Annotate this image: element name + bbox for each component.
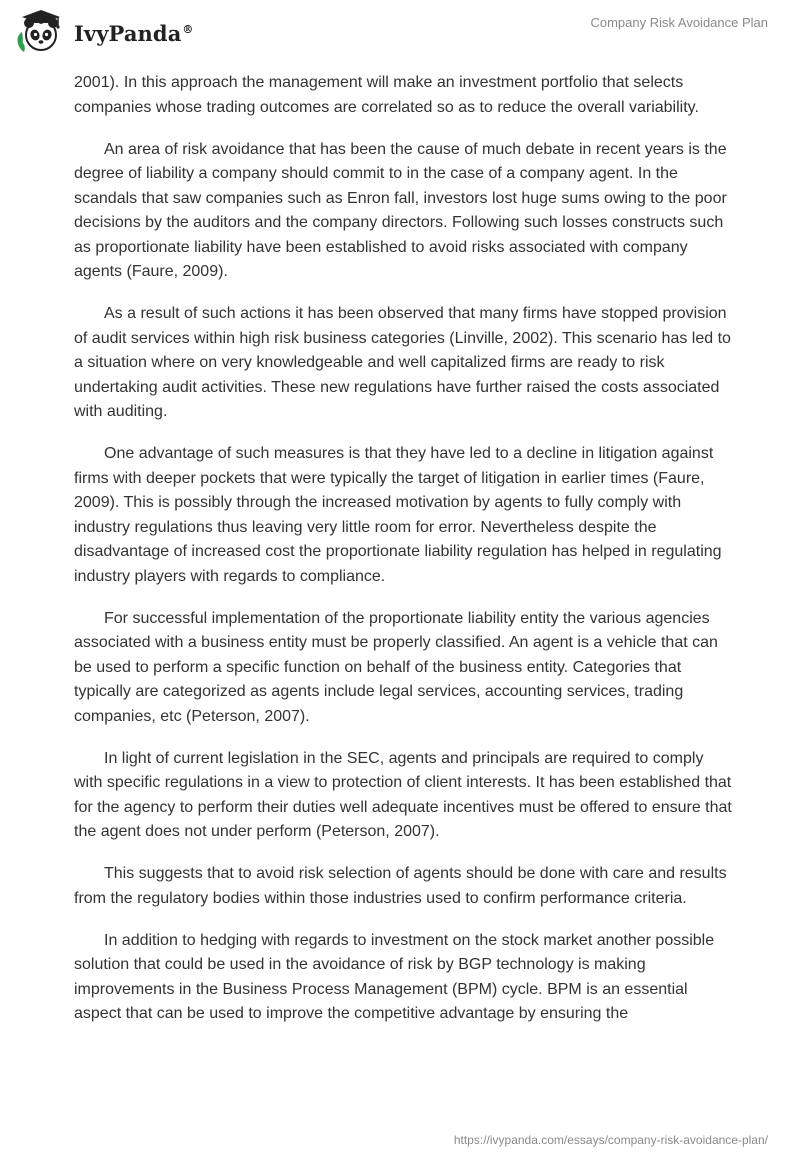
essay-body xyxy=(74,71,734,1044)
paragraph: For successful implementation of the proportionate liability entity the various agencies associated with a business entity must be properly classified. An agent is a vehicle that can be used to perform a specific function on behalf of the business entity. Categories that typically are categorized as agents include legal services, accounting services, trading companies, etc (Peterson, 2007). xyxy=(74,609,718,725)
brand-name: IvyPanda® xyxy=(74,20,194,46)
page-header xyxy=(0,0,800,62)
brand-logo[interactable] xyxy=(14,8,194,56)
paragraph: An area of risk avoidance that has been the cause of much debate in recent years is the degree of liability a company should commit to in the case of a company agent. In the scandals that saw companies such as Enron fall, investors lost huge sums owing to the poor decisions by the auditors and the company directors. Following such losses constructs such as proportionate liability have been established to avoid risks associated with company agents (Faure, 2009). xyxy=(74,140,727,280)
document-title: Company Risk Avoidance Plan xyxy=(590,15,768,30)
paragraph: As a result of such actions it has been observed that many firms have stopped provision of audit services within high risk business categories (Linville, 2002). This scenario has led to a situation where on very knowledgeable and well capitalized firms are ready to risk undertaking audit activities. These new regulations have further raised the costs associated with auditing. xyxy=(74,305,731,420)
paragraph: In addition to hedging with regards to investment on the stock market another possible solution that could be used in the avoidance of risk by BGP technology is making improvements in the Business Process Management (BPM) cycle. BPM is an essential aspect that can be used to improve the competitive advantage by ensuring the xyxy=(74,931,715,1022)
paragraph: 2001). In this approach the management will make an investment portfolio that selects companies whose trading outcomes are correlated so as to reduce the overall variability. xyxy=(74,74,699,116)
source-url-link[interactable]: https://ivypanda.com/essays/company-risk-avoidance-plan/ xyxy=(453,1133,768,1147)
paragraph: One advantage of such measures is that they have led to a decline in litigation against firms with deeper pockets that were typically the target of litigation in earlier times (Faure, 2009). This is possibly through the increased motivation by agents to fully comply with industry regulations thus leaving very little room for error. Nevertheless despite the disadvantage of increased cost the proportionate liability regulation has helped in regulating industry players with regards to compliance. xyxy=(74,445,722,585)
panda-graduate-logo-icon xyxy=(14,8,66,56)
paragraph: In light of current legislation in the SEC, agents and principals are required to comply with specific regulations in a view to protection of client interests. It has been established that for the agency to perform their duties well adequate incentives must be offered to ensure that the agent does not under perform (Peterson, 2007). xyxy=(74,749,732,840)
registered-mark: ® xyxy=(182,22,194,36)
paragraph: This suggests that to avoid risk selection of agents should be done with care and results from the regulatory bodies within those industries used to confirm performance criteria. xyxy=(74,865,727,907)
